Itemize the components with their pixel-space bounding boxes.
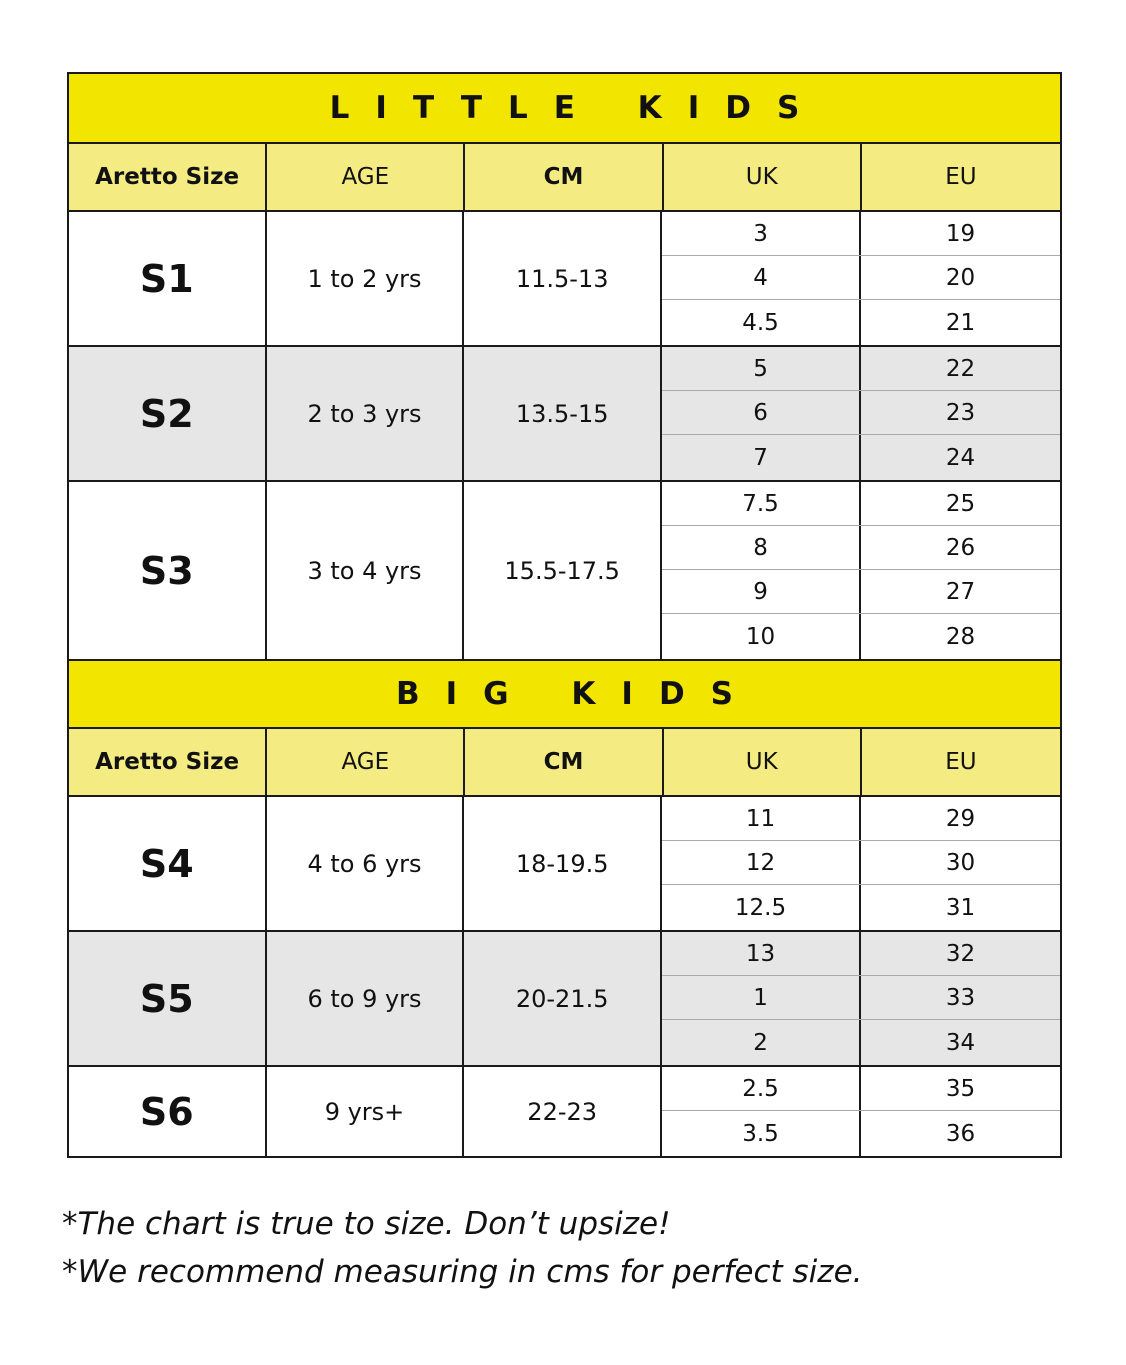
uk-value: 8 [662, 526, 861, 569]
size-group-s2 [69, 347, 1060, 482]
size-label: S2 [69, 347, 267, 480]
eu-value: 33 [945, 984, 976, 1011]
table-row [662, 435, 1060, 480]
uk-eu-rows [662, 347, 1060, 480]
uk-value: 1 [662, 976, 861, 1019]
eu-value: 29 [945, 805, 976, 832]
table-row [662, 614, 1060, 659]
table-row [662, 797, 1060, 841]
size-label: S4 [69, 797, 267, 930]
table-row [662, 212, 1060, 256]
table-row [662, 570, 1060, 614]
size-chart-table [67, 72, 1062, 1158]
uk-value: 6 [662, 391, 861, 434]
section-title-little-kids: LITTLE KIDS [69, 74, 1060, 144]
uk-value: 10 [662, 614, 861, 659]
eu-value: 36 [945, 1120, 976, 1147]
table-row [662, 347, 1060, 391]
header-row [69, 729, 1060, 797]
size-label: S3 [69, 482, 267, 659]
uk-value: 5 [662, 347, 861, 390]
col-header-eu: EU [945, 749, 977, 775]
uk-value: 4.5 [662, 300, 861, 345]
col-header-uk: UK [664, 729, 862, 795]
eu-value: 35 [945, 1075, 976, 1102]
col-header-cm: CM [465, 144, 663, 210]
table-row [662, 1111, 1060, 1156]
table-row [662, 482, 1060, 526]
table-row [662, 391, 1060, 435]
uk-eu-rows [662, 212, 1060, 345]
eu-value: 22 [945, 355, 976, 382]
col-header-size: Aretto Size [69, 144, 267, 210]
size-group-s1 [69, 212, 1060, 347]
cm-range: 22-23 [464, 1067, 662, 1156]
eu-value: 25 [945, 490, 976, 517]
size-group-s3 [69, 482, 1060, 661]
table-row [662, 526, 1060, 570]
cm-range: 18-19.5 [464, 797, 662, 930]
table-row [662, 1020, 1060, 1065]
footnotes [62, 1200, 863, 1296]
eu-value: 28 [945, 623, 976, 650]
table-row [662, 932, 1060, 976]
uk-value: 12.5 [662, 885, 861, 930]
eu-value: 31 [945, 894, 976, 921]
uk-value: 12 [662, 841, 861, 884]
eu-value: 24 [945, 444, 976, 471]
uk-value: 7 [662, 435, 861, 480]
footnote-measure-cms: *We recommend measuring in cms for perfect size. [62, 1254, 863, 1290]
uk-eu-rows [662, 482, 1060, 659]
col-header-age: AGE [267, 729, 465, 795]
age-range: 1 to 2 yrs [267, 212, 465, 345]
size-label: S1 [69, 212, 267, 345]
size-group-s4 [69, 797, 1060, 932]
age-range: 4 to 6 yrs [267, 797, 465, 930]
size-label: S5 [69, 932, 267, 1065]
eu-value: 20 [945, 264, 976, 291]
eu-value: 34 [945, 1029, 976, 1056]
eu-value: 27 [945, 578, 976, 605]
uk-value: 2 [662, 1020, 861, 1065]
uk-value: 2.5 [662, 1067, 861, 1110]
uk-value: 4 [662, 256, 861, 299]
table-row [662, 885, 1060, 930]
eu-value: 32 [945, 940, 976, 967]
size-label: S6 [69, 1067, 267, 1156]
uk-value: 11 [662, 797, 861, 840]
uk-eu-rows [662, 1067, 1060, 1156]
section-title-big-kids: BIG KIDS [69, 659, 1060, 729]
eu-value: 19 [945, 220, 976, 247]
cm-range: 11.5-13 [464, 212, 662, 345]
table-row [662, 1067, 1060, 1111]
uk-value: 9 [662, 570, 861, 613]
cm-range: 15.5-17.5 [464, 482, 662, 659]
col-header-age: AGE [267, 144, 465, 210]
uk-eu-rows [662, 797, 1060, 930]
uk-value: 3.5 [662, 1111, 861, 1156]
cm-range: 20-21.5 [464, 932, 662, 1065]
eu-value: 23 [945, 399, 976, 426]
age-range: 2 to 3 yrs [267, 347, 465, 480]
age-range: 9 yrs+ [267, 1067, 465, 1156]
table-row [662, 976, 1060, 1020]
size-group-s6 [69, 1067, 1060, 1156]
col-header-size: Aretto Size [69, 729, 267, 795]
eu-value: 26 [945, 534, 976, 561]
footnote-true-to-size: *The chart is true to size. Don’t upsize! [62, 1206, 671, 1242]
col-header-uk: UK [664, 144, 862, 210]
uk-value: 13 [662, 932, 861, 975]
col-header-cm: CM [465, 729, 663, 795]
uk-value: 7.5 [662, 482, 861, 525]
table-row [662, 300, 1060, 345]
col-header-eu: EU [945, 164, 977, 190]
table-row [662, 841, 1060, 885]
eu-value: 30 [945, 849, 976, 876]
table-row [662, 256, 1060, 300]
header-row [69, 144, 1060, 212]
age-range: 3 to 4 yrs [267, 482, 465, 659]
age-range: 6 to 9 yrs [267, 932, 465, 1065]
eu-value: 21 [945, 309, 976, 336]
cm-range: 13.5-15 [464, 347, 662, 480]
size-group-s5 [69, 932, 1060, 1067]
uk-eu-rows [662, 932, 1060, 1065]
uk-value: 3 [662, 212, 861, 255]
